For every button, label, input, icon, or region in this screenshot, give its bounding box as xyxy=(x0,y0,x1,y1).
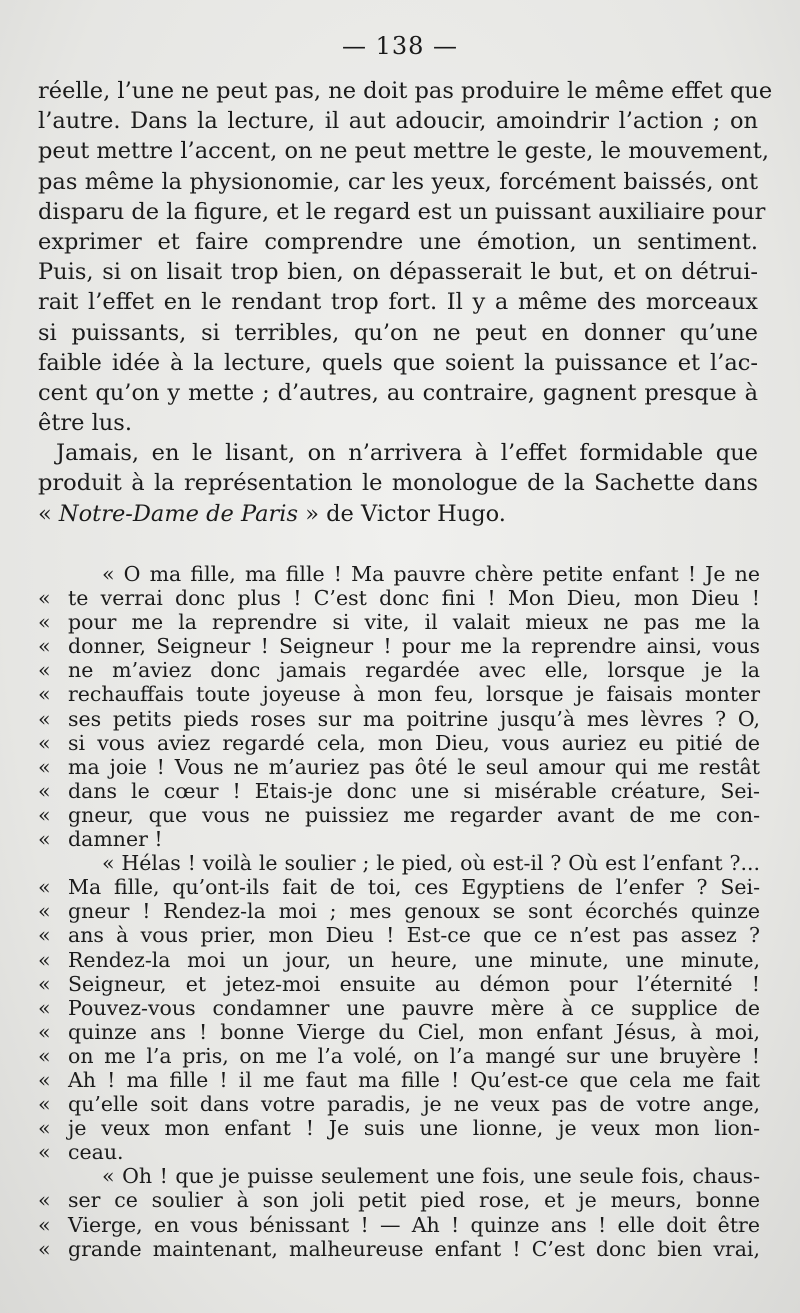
quote-line xyxy=(38,731,760,755)
quote-line xyxy=(38,610,760,634)
prose-line: produit à la représentation le monologue de la Sachette dans xyxy=(38,470,758,497)
prose-line: Jamais, en le lisant, on n’arrivera à l’effet formidable que xyxy=(56,440,758,467)
quote-margin-mark: « xyxy=(38,875,51,900)
quote-line xyxy=(38,1092,760,1116)
quote-line-text: ma joie ! Vous ne m’auriez pas ôté le seul amour qui me restât xyxy=(68,754,760,779)
quote-margin-mark: « xyxy=(38,586,51,611)
quote-line-text: Rendez-la moi un jour, un heure, une minute, une minute, xyxy=(68,947,760,972)
prose-line: rait l’effet en le rendant trop fort. Il y a même des morceaux xyxy=(38,289,758,316)
quote-margin-mark: « xyxy=(38,1188,51,1213)
quote-margin-mark: « xyxy=(38,827,51,852)
prose-line: l’autre. Dans la lecture, il aut adoucir, amoindrir l’action ; on xyxy=(38,108,758,135)
quote-margin-mark: « xyxy=(38,995,51,1020)
quote-line-text: « Oh ! que je puisse seulement une fois, une seule fois, chaus- xyxy=(102,1164,760,1189)
quote-line-text: donner, Seigneur ! Seigneur ! pour me la reprendre ainsi, vous xyxy=(68,634,760,659)
quote-line-text: « O ma fille, ma fille ! Ma pauvre chère petite enfant ! Je ne xyxy=(102,562,760,586)
quote-margin-mark: « xyxy=(38,1067,51,1092)
quote-margin-mark: « xyxy=(38,682,51,707)
quote-line xyxy=(38,779,760,803)
quote-margin-mark: « xyxy=(38,802,51,827)
quote-margin-mark: « xyxy=(38,947,51,972)
prose-line-title xyxy=(38,499,758,529)
quote-margin-mark: « xyxy=(38,1092,51,1117)
quote-line xyxy=(38,827,760,851)
quote-margin-mark: « xyxy=(38,1212,51,1237)
quote-line xyxy=(38,899,760,923)
quote-line-text: ne m’aviez donc jamais regardée avec elle, lorsque je la xyxy=(68,658,760,683)
quote-line xyxy=(38,1188,760,1212)
prose-line: si puissants, si terribles, qu’on ne peut en donner qu’une xyxy=(38,319,758,346)
quote-line-text: Vierge, en vous bénissant ! — Ah ! quinze ans ! elle doit être xyxy=(68,1212,760,1237)
quote-margin-mark: « xyxy=(38,899,51,924)
quote-line-text: rechauffais toute joyeuse à mon feu, lorsque je faisais monter xyxy=(68,682,760,707)
monologue-quote xyxy=(38,562,760,1261)
prose-line: exprimer et faire comprendre une émotion, un sentiment. xyxy=(38,228,758,255)
quote-line-text: ceau. xyxy=(68,1140,124,1165)
quote-margin-mark: « xyxy=(38,706,51,731)
quote-line xyxy=(38,1068,760,1092)
quote-line-text: damner ! xyxy=(68,827,163,852)
quote-margin-mark: « xyxy=(38,1019,51,1044)
quote-line-text: on me l’a pris, on me l’a volé, on l’a mangé sur une bruyère ! xyxy=(68,1043,760,1068)
prose-paragraphs xyxy=(38,76,773,529)
quote-line-text: gneur, que vous ne puissiez me regarder avant de me con- xyxy=(68,802,760,827)
quote-line xyxy=(38,803,760,827)
quote-open: « xyxy=(38,500,59,527)
prose-line: Puis, si on lisait trop bien, on dépasserait le but, et on détrui- xyxy=(38,259,758,286)
quote-line xyxy=(38,1116,760,1140)
quote-line-text: pour me la reprendre si vite, il valait mieux ne pas me la xyxy=(68,610,760,635)
quote-line-text: gneur ! Rendez-la moi ; mes genoux se sont écorchés quinze xyxy=(68,899,760,924)
quote-close: » de Victor Hugo. xyxy=(298,500,506,527)
quote-line-text: Pouvez-vous condamner une pauvre mère à ce supplice de xyxy=(68,995,760,1020)
quote-line-text: je veux mon enfant ! Je suis une lionne, je veux mon lion- xyxy=(68,1116,760,1141)
quote-margin-mark: « xyxy=(38,1140,51,1165)
prose-line: pas même la physionomie, car les yeux, forcément baissés, ont xyxy=(38,168,758,195)
quote-line xyxy=(38,682,760,706)
quote-line-text: Ah ! ma fille ! il me faut ma fille ! Qu’est-ce que cela me fait xyxy=(68,1067,760,1092)
quote-line xyxy=(38,1213,760,1237)
prose-line: être lus. xyxy=(38,410,132,437)
quote-line-text: ser ce soulier à son joli petit pied rose, et je meurs, bonne xyxy=(68,1188,760,1213)
quote-margin-mark: « xyxy=(38,1043,51,1068)
quote-line xyxy=(38,948,760,972)
quote-line xyxy=(38,755,760,779)
quote-line xyxy=(38,586,760,610)
quote-line-text: grande maintenant, malheureuse enfant ! C’est donc bien vrai, xyxy=(68,1236,760,1261)
prose-line: réelle, l’une ne peut pas, ne doit pas produire le même effet que xyxy=(38,78,773,104)
quote-margin-mark: « xyxy=(38,610,51,635)
quote-line xyxy=(38,972,760,996)
quote-line-text: Ma fille, qu’ont-ils fait de toi, ces Egyptiens de l’enfer ? Sei- xyxy=(68,875,760,900)
quote-line-text: ans à vous prier, mon Dieu ! Est-ce que ce n’est pas assez ? xyxy=(68,923,760,948)
prose-line: cent qu’on y mette ; d’autres, au contraire, gagnent presque à xyxy=(38,379,758,406)
quote-line-text: Seigneur, et jetez-moi ensuite au démon pour l’éternité ! xyxy=(68,971,760,996)
quote-line xyxy=(38,1164,760,1188)
quote-margin-mark: « xyxy=(38,923,51,948)
quote-margin-mark: « xyxy=(38,1236,51,1261)
quote-line-text: si vous aviez regardé cela, mon Dieu, vous auriez eu pitié de xyxy=(68,730,760,755)
work-title: Notre-Dame de Paris xyxy=(58,500,299,527)
quote-line-text: quinze ans ! bonne Vierge du Ciel, mon enfant Jésus, à moi, xyxy=(68,1019,760,1044)
quote-margin-mark: « xyxy=(38,1116,51,1141)
quote-line xyxy=(38,996,760,1020)
quote-line-text: qu’elle soit dans votre paradis, je ne veux pas de votre ange, xyxy=(68,1092,760,1117)
quote-line xyxy=(38,875,760,899)
page-number: — 138 — xyxy=(341,32,459,60)
quote-line-text: dans le cœur ! Etais-je donc une si misérable créature, Sei- xyxy=(68,778,760,803)
quote-line-text: « Hélas ! voilà le soulier ; le pied, où est-il ? Où est l’enfant ?... xyxy=(102,851,760,876)
quote-line-text: ses petits pieds roses sur ma poitrine jusqu’à mes lèvres ? O, xyxy=(68,706,760,731)
prose-line: disparu de la figure, et le regard est un puissant auxiliaire pour xyxy=(38,198,766,225)
quote-margin-mark: « xyxy=(38,754,51,779)
quote-line xyxy=(38,658,760,682)
quote-margin-mark: « xyxy=(38,634,51,659)
quote-line xyxy=(38,1020,760,1044)
quote-margin-mark: « xyxy=(38,971,51,996)
quote-line xyxy=(38,634,760,658)
quote-line xyxy=(38,1044,760,1068)
quote-line xyxy=(38,1237,760,1261)
quote-line xyxy=(38,562,760,586)
quote-margin-mark: « xyxy=(38,778,51,803)
quote-line xyxy=(38,707,760,731)
quote-line xyxy=(38,851,760,875)
quote-line xyxy=(38,923,760,947)
quote-margin-mark: « xyxy=(38,658,51,683)
quote-margin-mark: « xyxy=(38,730,51,755)
quote-line xyxy=(38,1140,760,1164)
prose-line: faible idée à la lecture, quels que soient la puissance et l’ac- xyxy=(38,349,758,376)
quote-line-text: te verrai donc plus ! C’est donc fini ! Mon Dieu, mon Dieu ! xyxy=(68,586,760,611)
prose-line: peut mettre l’accent, on ne peut mettre le geste, le mouvement, xyxy=(38,138,769,165)
